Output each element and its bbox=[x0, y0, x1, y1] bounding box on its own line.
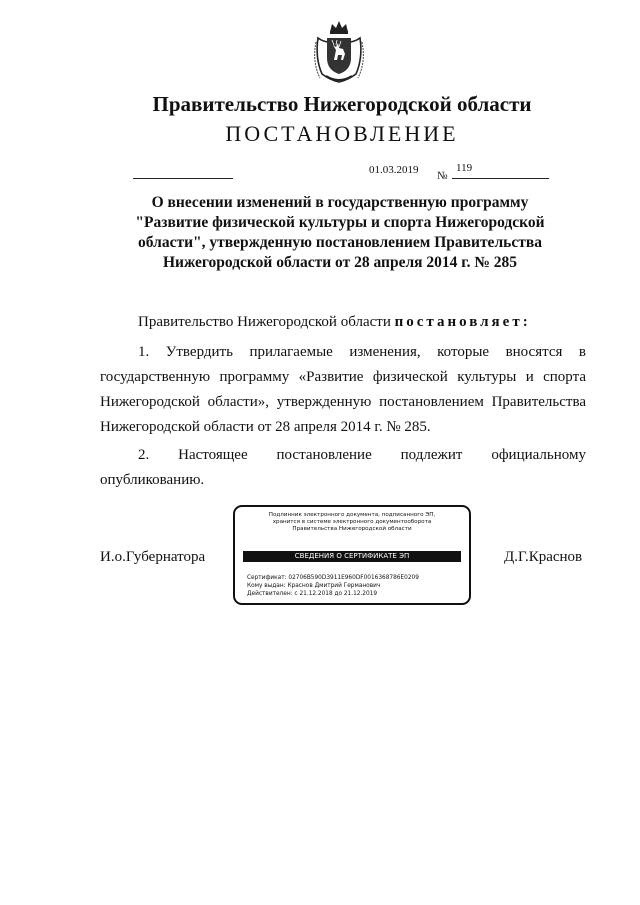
signer-name: Д.Г.Краснов bbox=[504, 549, 583, 565]
stamp-certificate-details bbox=[247, 574, 419, 598]
paragraph-2-first-line: 2. Настоящее постановление подлежит официальному bbox=[138, 447, 586, 463]
date-underline bbox=[133, 178, 233, 179]
certificate-id: Сертификат: 02706B590D3911E960DF0016368786E0209 bbox=[247, 575, 419, 581]
organization-title: Правительство Нижегородской области bbox=[152, 92, 532, 116]
intro-paragraph bbox=[138, 314, 578, 331]
paragraph-1-first-line: 1. Утвердить прилагаемые изменения, которые вносятся в bbox=[138, 344, 586, 360]
intro-decree-word: постановляет: bbox=[394, 314, 531, 330]
stamp-header-line: Правительства Нижегородской области bbox=[292, 526, 412, 532]
subject-line: О внесении изменений в государственную программу bbox=[151, 194, 529, 211]
certificate-owner: Кому выдан: Краснов Дмитрий Германович bbox=[247, 583, 381, 589]
number-sign: № bbox=[437, 170, 448, 182]
stamp-header-line: хранится в системе электронного документооборота bbox=[272, 519, 432, 525]
paragraph-2 bbox=[100, 443, 586, 493]
signer-title: И.о.Губернатора bbox=[100, 549, 206, 565]
paragraph-1-rest: государственную программу «Развитие физической культуры и спорта Нижегородской области», утвержденную постановлением Правительства Нижегородской области от 28 апреля 2014 г. № 285. bbox=[100, 369, 586, 435]
stamp-certificate-title: СВЕДЕНИЯ О СЕРТИФИКАТЕ ЭП bbox=[243, 551, 461, 562]
intro-text: Правительство Нижегородской области bbox=[138, 314, 395, 330]
document-subject bbox=[130, 193, 550, 273]
subject-line: "Развитие физической культуры и спорта Нижегородской bbox=[135, 214, 545, 231]
coat-of-arms-icon bbox=[312, 18, 366, 84]
electronic-signature-stamp bbox=[233, 505, 471, 605]
stamp-header bbox=[235, 512, 469, 533]
subject-line: Нижегородской области от 28 апреля 2014 г. № 285 bbox=[162, 254, 518, 271]
registration-number: 119 bbox=[456, 162, 473, 174]
number-underline bbox=[452, 178, 549, 179]
certificate-validity: Действителен: с 21.12.2018 до 21.12.2019 bbox=[247, 591, 378, 597]
paragraph-2-rest: опубликованию. bbox=[100, 472, 205, 488]
document-type: ПОСТАНОВЛЕНИЕ bbox=[225, 121, 459, 146]
registration-date: 01.03.2019 bbox=[369, 164, 419, 176]
subject-line: области", утвержденную постановлением Правительства bbox=[138, 234, 542, 251]
stamp-header-line: Подлинник электронного документа, подписанного ЭП, bbox=[268, 512, 436, 518]
paragraph-1 bbox=[100, 340, 586, 440]
